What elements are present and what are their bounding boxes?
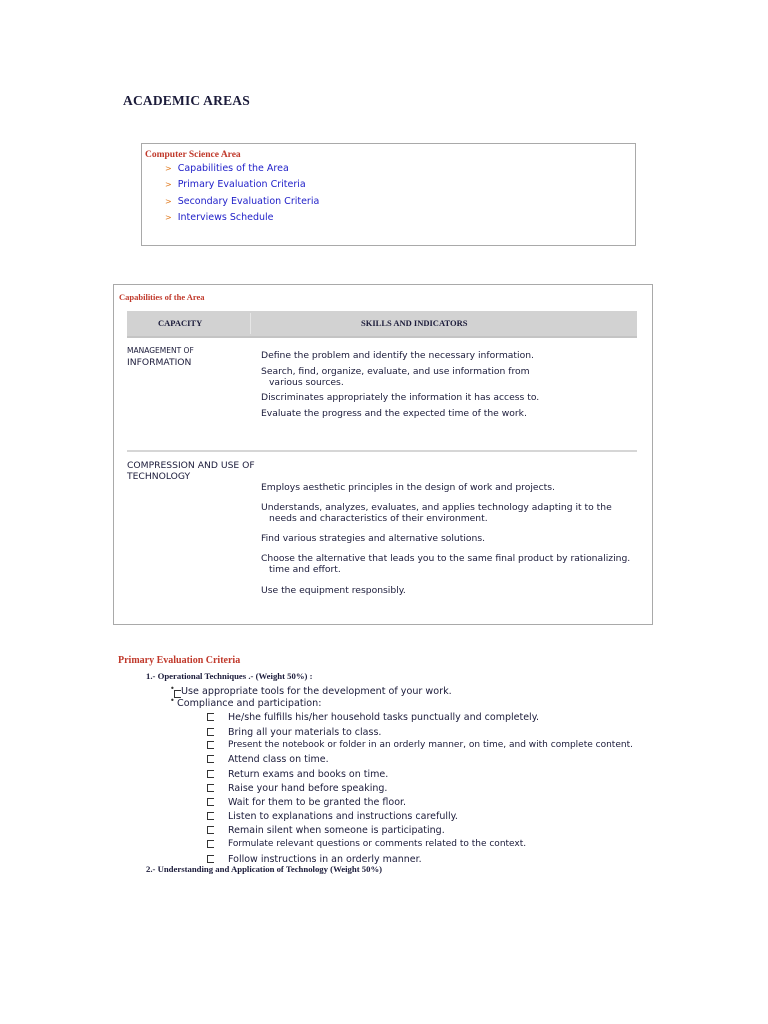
col-capacity: CAPACITY	[158, 318, 203, 328]
skill-item: Evaluate the progress and the expected time of the work.	[261, 408, 527, 419]
checkbox-icon	[207, 784, 214, 792]
checkbox-icon	[207, 728, 214, 736]
arrow-right-icon: >	[165, 164, 172, 173]
skill-item: Define the problem and identify the necessary information.	[261, 350, 534, 361]
capacity-label: TECHNOLOGY	[127, 471, 191, 482]
checkbox-icon	[207, 798, 214, 806]
checkbox-icon	[207, 741, 214, 749]
list-item: Follow instructions in an orderly manner.	[228, 854, 422, 865]
bullet-dot-icon: •	[170, 684, 175, 693]
primary-criteria-heading: Primary Evaluation Criteria	[118, 655, 241, 666]
skill-item: Find various strategies and alternative solutions.	[261, 533, 486, 544]
section-heading: 2.- Understanding and Application of Technology (Weight 50%)	[146, 864, 383, 874]
section-heading: 1.- Operational Techniques .- (Weight 50%) :	[146, 671, 313, 681]
list-item: Raise your hand before speaking.	[228, 783, 388, 794]
arrow-right-icon: >	[165, 180, 172, 189]
checkbox-icon	[207, 840, 214, 848]
list-item: He/she fulfills his/her household tasks punctually and completely.	[228, 712, 539, 723]
nav-link-primary-criteria[interactable]: > Primary Evaluation Criteria	[165, 179, 306, 190]
capacity-label: INFORMATION	[127, 357, 192, 368]
bullet-item: Compliance and participation:	[177, 698, 322, 709]
capabilities-box	[113, 284, 653, 625]
page-title: ACADEMIC AREAS	[123, 93, 250, 108]
checkbox-icon	[207, 826, 214, 834]
skill-item: Use the equipment responsibly.	[261, 585, 406, 596]
arrow-right-icon: >	[165, 213, 172, 222]
nav-heading: Computer Science Area	[145, 150, 241, 160]
skill-item: Discriminates appropriately the information it has access to.	[261, 392, 540, 403]
checkbox-icon	[174, 690, 181, 698]
list-item: Return exams and books on time.	[228, 769, 389, 780]
skill-item: Search, find, organize, evaluate, and use information from various sources.	[261, 366, 530, 388]
checkbox-icon	[207, 770, 214, 778]
list-item: Present the notebook or folder in an orderly manner, on time, and with complete content.	[228, 740, 633, 750]
capabilities-heading: Capabilities of the Area	[119, 292, 205, 302]
checkbox-icon	[207, 855, 214, 863]
bullet-dot-icon: •	[170, 696, 175, 705]
skill-item: Understands, analyzes, evaluates, and applies technology adapting it to the needs and characteristics of their environment.	[261, 502, 612, 524]
nav-link-interviews[interactable]: > Interviews Schedule	[165, 212, 274, 223]
nav-link-capabilities[interactable]: > Capabilities of the Area	[165, 163, 289, 174]
skill-item: Employs aesthetic principles in the design of work and projects.	[261, 482, 555, 493]
capacity-label: COMPRESSION AND USE OF	[127, 460, 255, 471]
header-divider	[250, 313, 251, 334]
checkbox-icon	[207, 755, 214, 763]
checkbox-icon	[207, 812, 214, 820]
list-item: Listen to explanations and instructions carefully.	[228, 811, 458, 822]
list-item: Bring all your materials to class.	[228, 727, 382, 738]
checkbox-icon	[207, 713, 214, 721]
list-item: Remain silent when someone is participating.	[228, 825, 445, 836]
row-divider	[127, 450, 637, 452]
capacity-label-small: MANAGEMENT OF	[127, 346, 194, 355]
bullet-item: Use appropriate tools for the development of your work.	[181, 686, 452, 697]
list-item: Formulate relevant questions or comments related to the context.	[228, 839, 527, 849]
arrow-right-icon: >	[165, 197, 172, 206]
list-item: Wait for them to be granted the floor.	[228, 797, 407, 808]
list-item: Attend class on time.	[228, 754, 329, 765]
col-skills: SKILLS AND INDICATORS	[361, 318, 468, 328]
area-nav-box	[141, 143, 636, 246]
table-header	[127, 311, 637, 338]
nav-link-secondary-criteria[interactable]: > Secondary Evaluation Criteria	[165, 196, 320, 207]
skill-item: Choose the alternative that leads you to the same final product by rationalizing. time and effort.	[261, 553, 631, 575]
